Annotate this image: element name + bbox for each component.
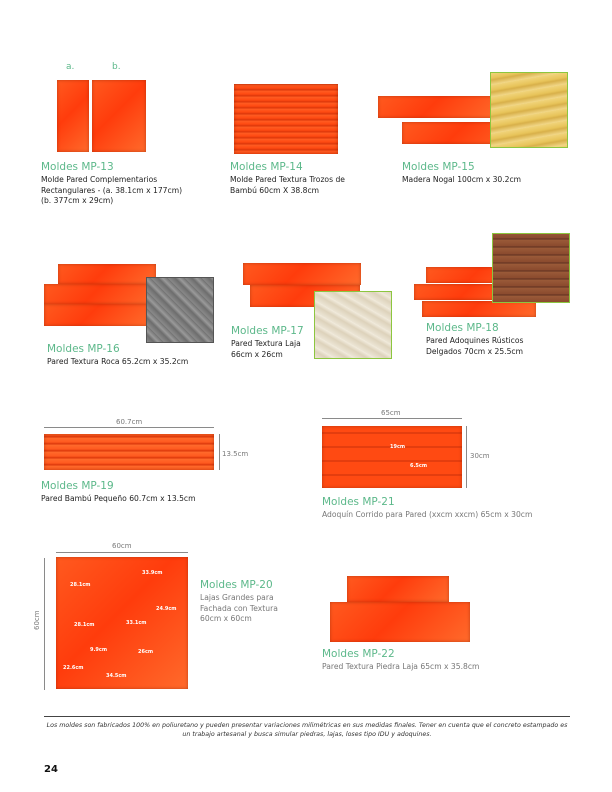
mp19-description: Pared Bambú Pequeño 60.7cm x 13.5cm xyxy=(41,494,196,503)
mp16-title: Moldes MP-16 xyxy=(47,343,120,355)
mp21-title: Moldes MP-21 xyxy=(322,496,395,508)
mp22-mold-bottom xyxy=(330,602,470,642)
footer-divider xyxy=(44,716,570,717)
mp13-mold-a-image xyxy=(57,80,89,152)
mp15-wood-sample-image xyxy=(490,72,568,148)
mp21-inner-width-label: 19cm xyxy=(390,444,406,450)
mp19-height-line xyxy=(219,434,220,470)
mp14-description: Molde Pared Textura Trozos de Bambú 60cm X 38.8cm xyxy=(230,175,345,195)
mp14-mold-image xyxy=(234,84,338,154)
mp16-mold-row-1 xyxy=(58,264,156,284)
mp17-mold-row-1 xyxy=(243,263,361,285)
mp13-label-a: a. xyxy=(66,62,75,72)
mp20-height-label: 60cm xyxy=(33,610,41,630)
mp18-title: Moldes MP-18 xyxy=(426,322,499,334)
mp18-brick-sample-image xyxy=(492,233,570,303)
mp20-measure-4: 28.1cm xyxy=(74,622,95,628)
mp22-description: Pared Textura Piedra Laja 65cm x 35.8cm xyxy=(322,662,480,671)
mp16-stone-sample-image xyxy=(146,277,214,343)
mp17-description: Pared Textura Laja 66cm x 26cm xyxy=(231,339,301,359)
mp19-title: Moldes MP-19 xyxy=(41,480,114,492)
mp20-measure-9: 34.5cm xyxy=(106,673,127,679)
mp15-mold-strip-1 xyxy=(378,96,498,118)
mp20-measure-7: 26cm xyxy=(138,649,154,655)
footer-note: Los moldes son fabricados 100% en poliuretano y pueden presentar variaciones milimétricas en sus medidas finales. Tener en cuenta que el concreto estampado es un trabajo artesanal y busca simular piedras, lajas, loses tipo IDU y adoquines. xyxy=(46,722,568,738)
page-number: 24 xyxy=(44,764,58,775)
mp21-inner-height-label: 6.5cm xyxy=(410,463,428,469)
mp15-description: Madera Nogal 100cm x 30.2cm xyxy=(402,175,522,184)
mp20-measure-5: 33.1cm xyxy=(126,620,147,626)
mp20-height-line xyxy=(44,558,45,690)
mp19-height-label: 13.5cm xyxy=(222,450,249,458)
mp13-mold-b-image xyxy=(92,80,146,152)
mp17-stone-sample-image xyxy=(314,291,392,359)
mp20-measure-3: 24.9cm xyxy=(156,606,177,612)
mp20-measure-1: 28.1cm xyxy=(70,582,91,588)
mp22-mold-top xyxy=(347,576,449,602)
mp19-mold-image xyxy=(44,434,214,470)
mp19-width-line xyxy=(44,427,214,428)
mp20-description: Lajas Grandes para Fachada con Textura 60cm x 60cm xyxy=(200,593,278,623)
mp21-height-line xyxy=(466,426,467,488)
mp13-title: Moldes MP-13 xyxy=(41,161,114,173)
mp13-label-b: b. xyxy=(112,62,121,72)
mp17-title: Moldes MP-17 xyxy=(231,325,304,337)
mp21-mold-image xyxy=(322,426,462,488)
mp13-description: Molde Pared Complementarios Rectangulares - (a. 38.1cm x 177cm) (b. 377cm x 29cm) xyxy=(41,175,183,205)
mp14-title: Moldes MP-14 xyxy=(230,161,303,173)
mp20-title: Moldes MP-20 xyxy=(200,579,273,591)
mp20-measure-8: 22.6cm xyxy=(63,665,84,671)
mp18-mold-row-3 xyxy=(422,301,536,317)
mp20-measure-2: 33.9cm xyxy=(142,570,163,576)
mp18-description: Pared Adoquines Rústicos Delgados 70cm x 25.5cm xyxy=(426,336,524,356)
mp21-width-label: 65cm xyxy=(381,409,401,417)
mp20-width-line xyxy=(56,552,188,553)
mp22-title: Moldes MP-22 xyxy=(322,648,395,660)
mp20-measure-6: 9.9cm xyxy=(90,647,108,653)
mp16-description: Pared Textura Roca 65.2cm x 35.2cm xyxy=(47,357,189,366)
mp21-width-line xyxy=(322,418,462,419)
mp16-mold-row-3 xyxy=(44,304,148,326)
mp20-width-label: 60cm xyxy=(112,542,132,550)
mp15-title: Moldes MP-15 xyxy=(402,161,475,173)
mp21-height-label: 30cm xyxy=(470,452,490,460)
mp19-width-label: 60.7cm xyxy=(116,418,143,426)
mp21-description: Adoquín Corrido para Pared (xxcm xxcm) 65cm x 30cm xyxy=(322,510,533,519)
mp16-mold-row-2 xyxy=(44,284,156,304)
